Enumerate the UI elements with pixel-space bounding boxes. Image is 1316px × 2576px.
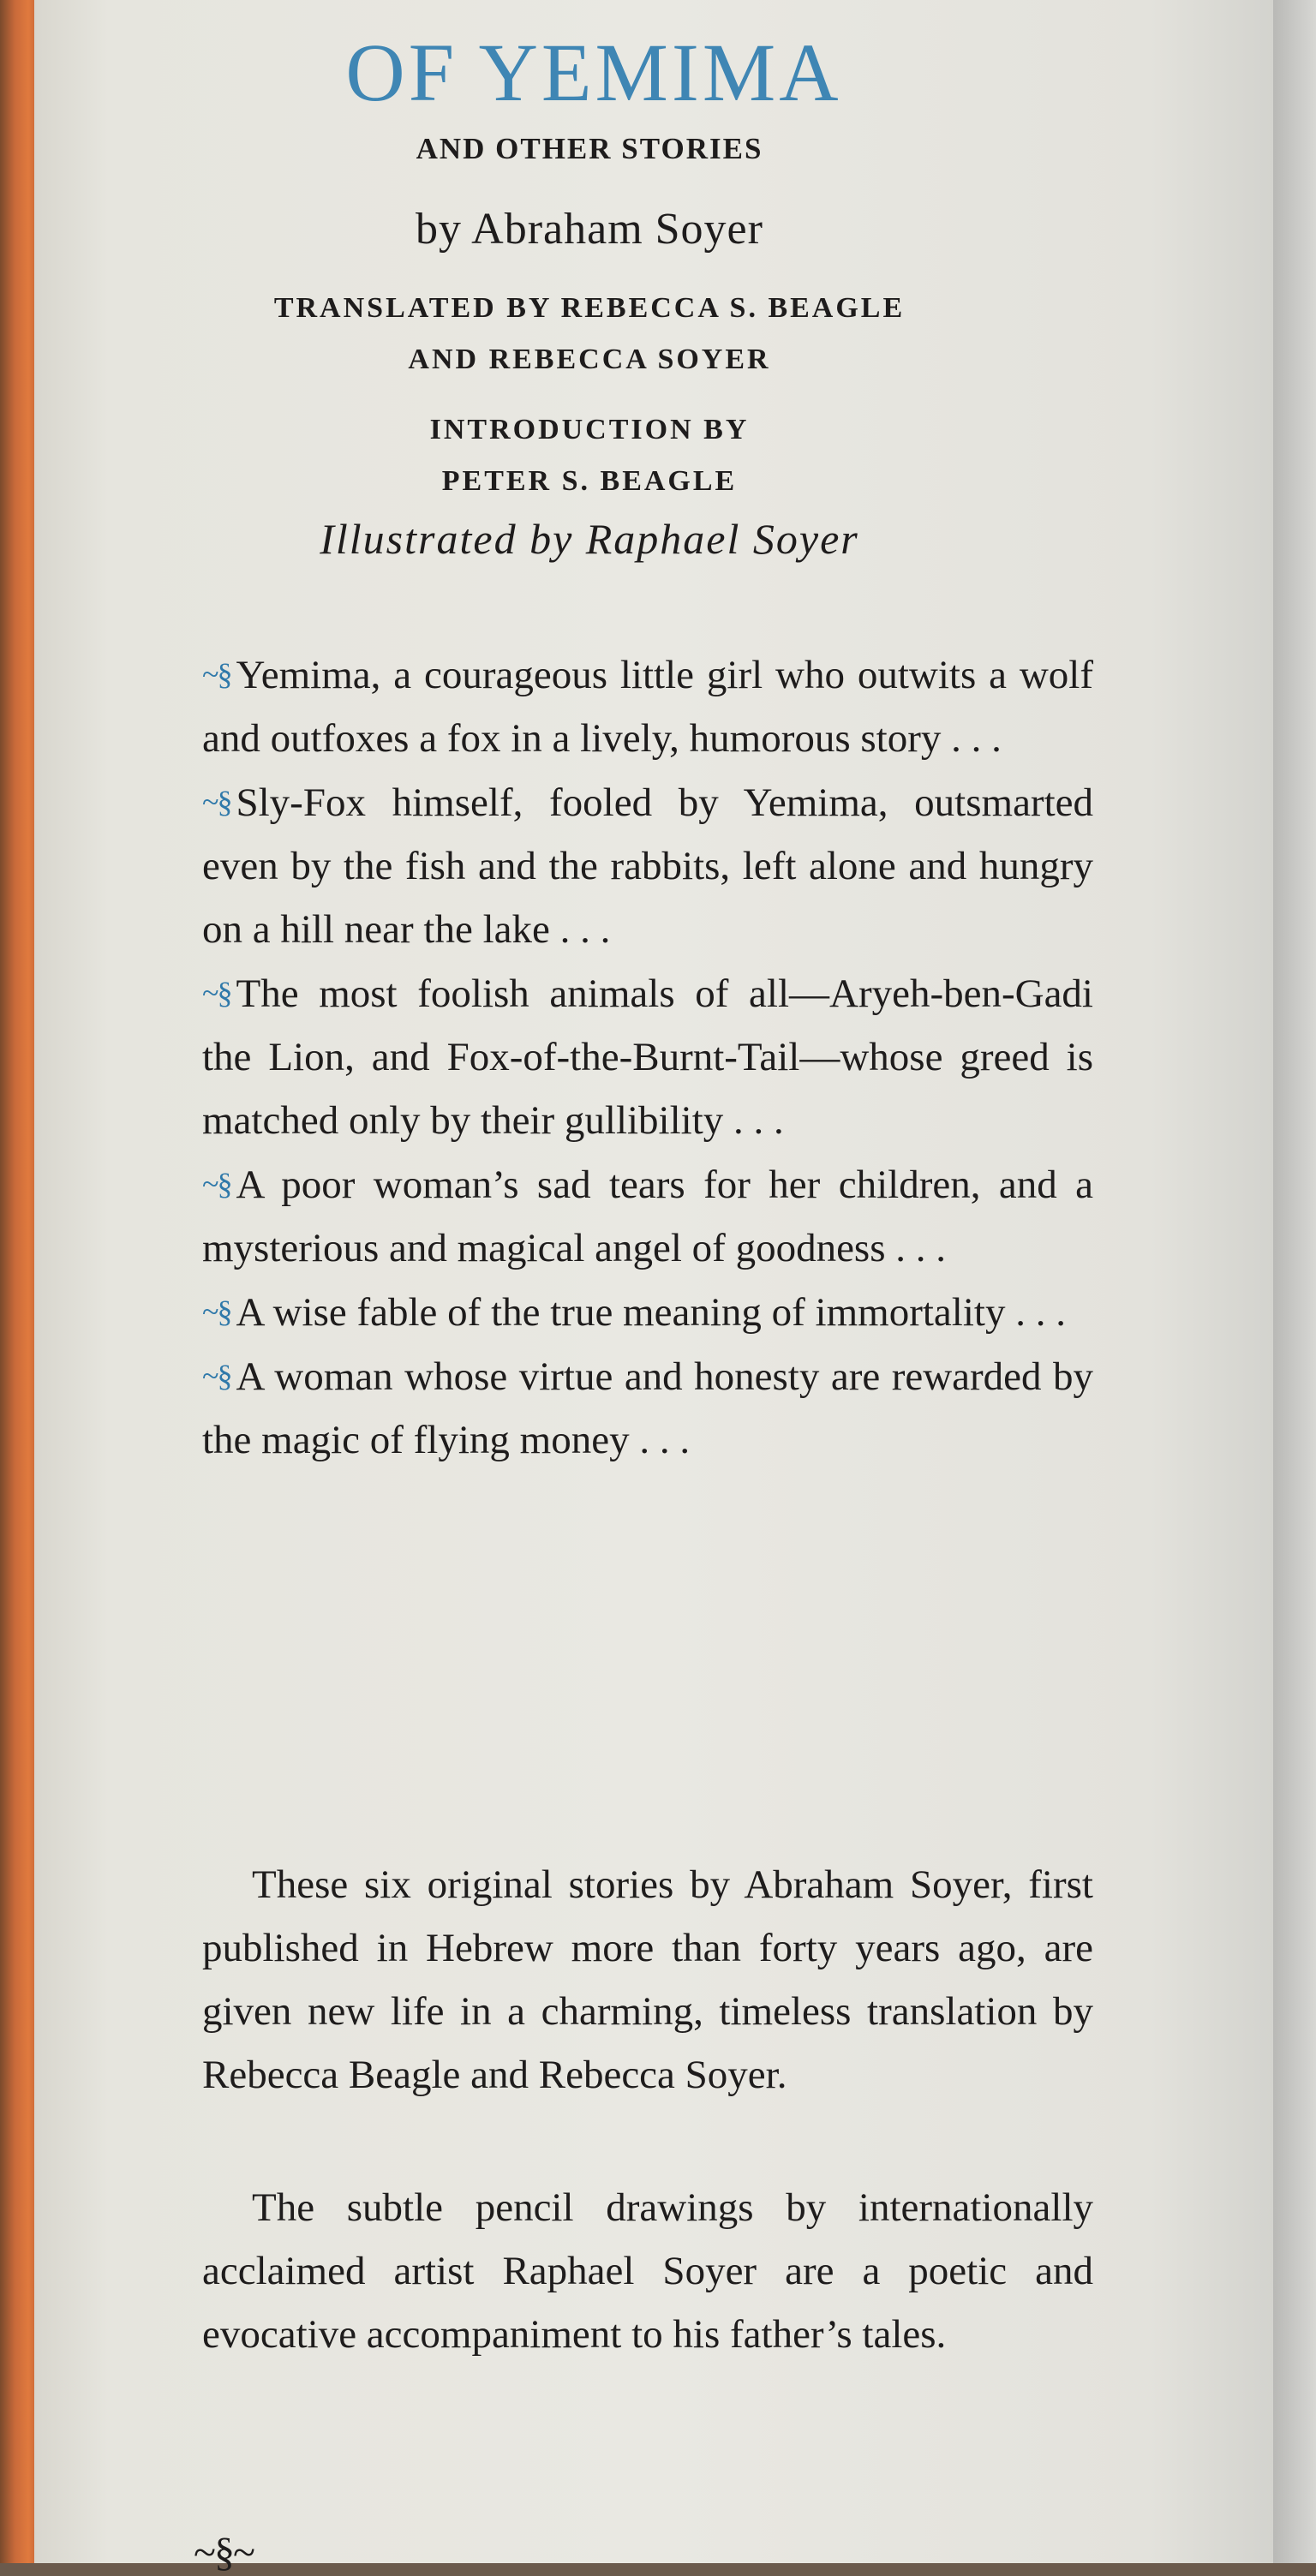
fish-ornament-icon: ~§	[202, 1294, 231, 1329]
story-blurb-list	[202, 643, 1093, 1472]
description-paragraph-2: The subtle pencil drawings by internationally acclaimed artist Raphael Soyer are a poetic and evocative accompaniment to his father’s tales.	[202, 2185, 1093, 2357]
story-blurb	[202, 1344, 1093, 1472]
blurb-text: Yemima, a courageous little girl who outwits a wolf and outfoxes a fox in a lively, humorous story . . .	[202, 653, 1093, 761]
blurb-text: Sly-Fox himself, fooled by Yemima, outsmarted even by the fish and the rabbits, left alone and hungry on a hill near the lake . . .	[202, 780, 1093, 952]
story-blurb	[202, 1280, 1093, 1344]
story-blurb	[202, 961, 1093, 1152]
fish-ornament-icon: ~§	[202, 657, 231, 691]
bottom-ornament-icon: ~§~	[194, 2530, 254, 2575]
fish-ornament-icon: ~§	[202, 1359, 231, 1393]
book-title: OF YEMIMA	[345, 27, 842, 118]
fish-ornament-icon: ~§	[202, 976, 231, 1010]
story-blurb	[202, 1152, 1093, 1280]
blurb-text: A woman whose virtue and honesty are rewarded by the magic of flying money . . .	[202, 1354, 1093, 1462]
story-blurb	[202, 770, 1093, 961]
fish-ornament-icon: ~§	[202, 785, 231, 819]
translator-line-2: AND REBECCA SOYER	[408, 344, 771, 375]
description-paragraph-1: These six original stories by Abraham Soyer, first published in Hebrew more than forty years ago, are given new life in a charming, timeless translation by Rebecca Beagle and Rebecca Soyer.	[202, 1862, 1093, 2097]
illustrator-credit: Illustrated by Raphael Soyer	[320, 515, 859, 563]
introduction-line-2: PETER S. BEAGLE	[441, 465, 738, 497]
blurb-text: The most foolish animals of all—Aryeh-ben-Gadi the Lion, and Fox-of-the-Burnt-Tail—whose greed is matched only by their gullibility . . .	[202, 971, 1093, 1143]
translator-credit	[0, 283, 1316, 386]
author-line: by Abraham Soyer	[416, 205, 763, 254]
book-subtitle: AND OTHER STORIES	[416, 132, 763, 165]
story-blurb	[202, 643, 1093, 770]
introduction-credit	[0, 404, 1316, 507]
introduction-line-1: INTRODUCTION BY	[429, 414, 750, 445]
blurb-text: A wise fable of the true meaning of immortality . . .	[236, 1290, 1066, 1335]
fish-ornament-icon: ~§	[202, 1167, 231, 1201]
blurb-text: A poor woman’s sad tears for her children, and a mysterious and magical angel of goodness . . .	[202, 1162, 1093, 1270]
translator-line-1: TRANSLATED BY REBECCA S. BEAGLE	[273, 292, 906, 324]
